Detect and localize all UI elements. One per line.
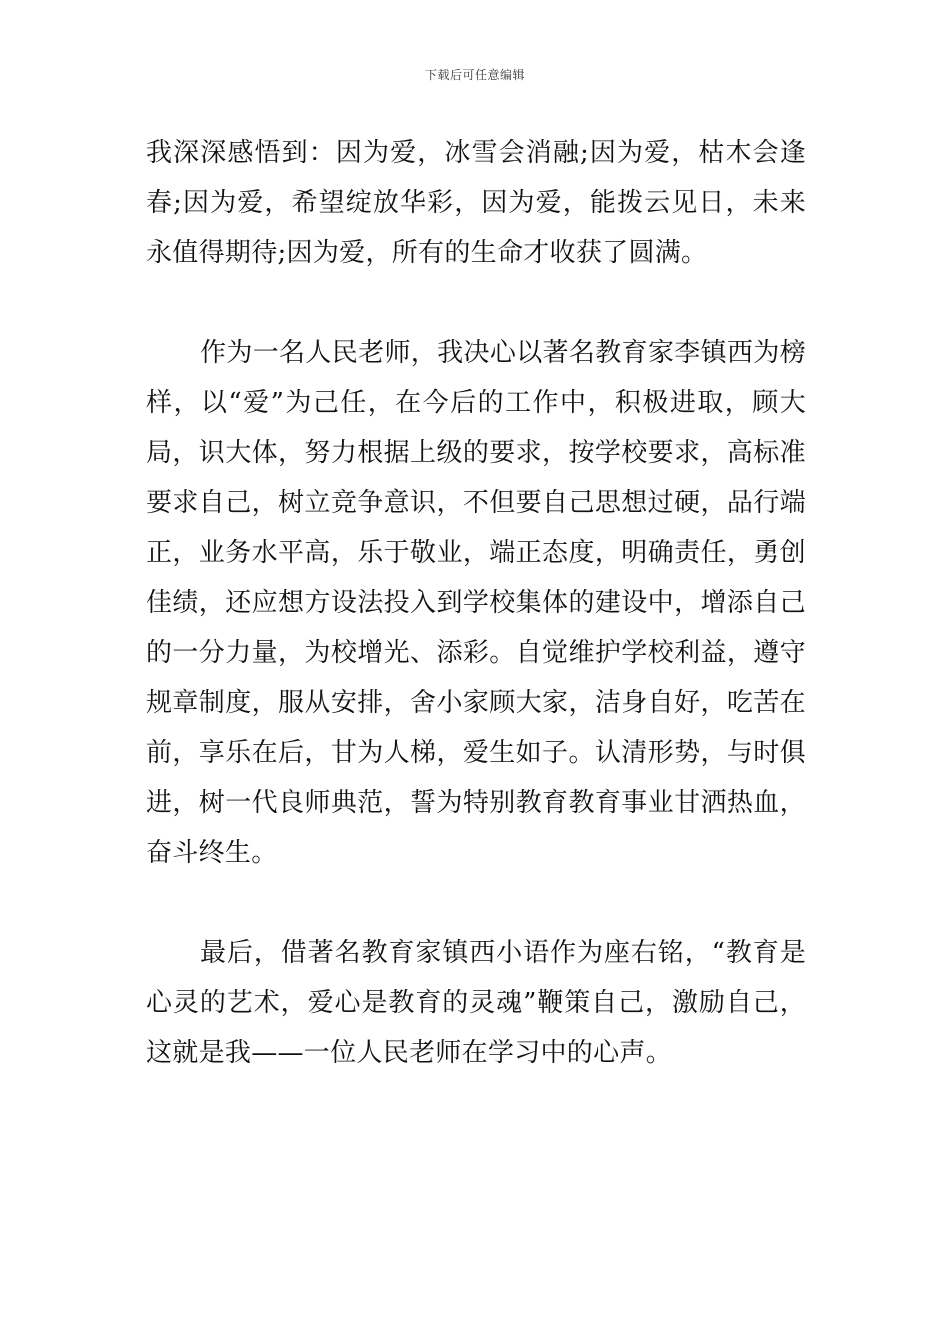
paragraph-3: 最后，借著名教育家镇西小语作为座右铭，“教育是心灵的艺术，爱心是教育的灵魂”鞭策自己，激励自己，这就是我——一位人民老师在学习中的心声。 (146, 938, 806, 1068)
paragraph-2: 作为一名人民老师，我决心以著名教育家李镇西为榜样，以“爱”为己任，在今后的工作中，积极进取，顾大局，识大体，努力根据上级的要求，按学校要求，高标准要求自己，树立竞争意识，不但要自己思想过硬，品行端正，业务水平高，乐于敬业，端正态度，明确责任，勇创佳绩，还应想方设法投入到学校集体的建设中，增添自己的一分力量，为校增光、添彩。自觉维护学校利益，遵守规章制度，服从安排，舍小家顾大家，洁身自好，吃苦在前，享乐在后，甘为人梯，爱生如子。认清形势，与时俱进，树一代良师典范，誓为特别教育教育事业甘洒热血，奋斗终生。 (146, 338, 806, 868)
document-body (146, 128, 806, 1078)
paragraph-1: 我深深感悟到：因为爱，冰雪会消融;因为爱，枯木会逢春;因为爱，希望绽放华彩，因为爱，能拨云见日，未来永值得期待;因为爱，所有的生命才收获了圆满。 (146, 138, 806, 268)
page-header: 下载后可任意编辑 (424, 68, 525, 82)
paragraph-spacer (146, 278, 806, 328)
paragraph-spacer (146, 878, 806, 928)
